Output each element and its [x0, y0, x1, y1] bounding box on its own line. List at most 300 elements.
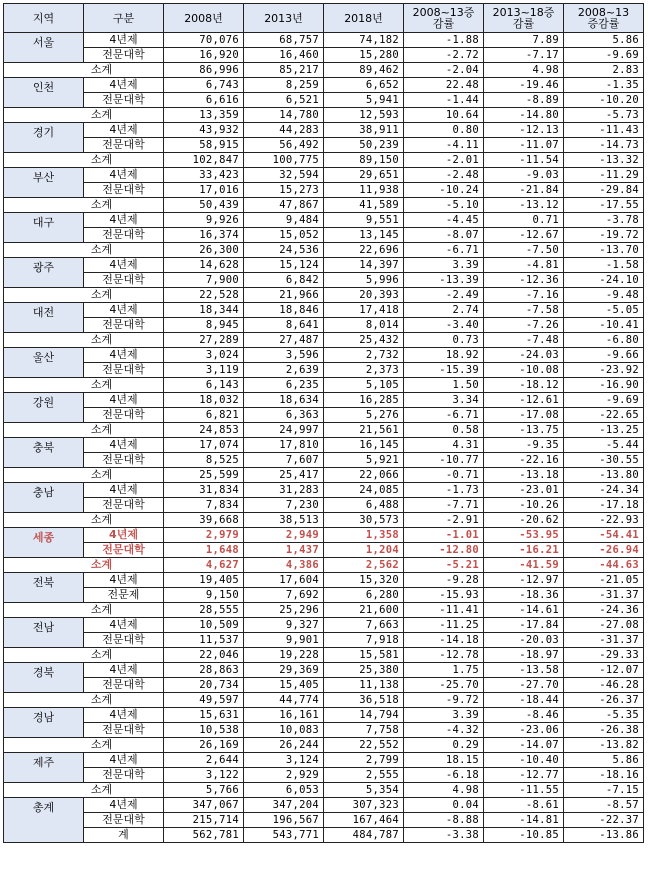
subtotal-label: 소계 [4, 333, 164, 348]
region-cell: 광주 [4, 258, 84, 288]
value-cell: -7.50 [484, 243, 564, 258]
value-cell: 18,032 [164, 393, 244, 408]
table-row [4, 168, 644, 183]
value-cell: 32,594 [244, 168, 324, 183]
type-cell: 4년제 [84, 438, 164, 453]
value-cell: -24.34 [564, 483, 644, 498]
value-cell: 3,596 [244, 348, 324, 363]
value-cell: -11.41 [404, 603, 484, 618]
value-cell: 25,380 [324, 663, 404, 678]
region-cell: 강원 [4, 393, 84, 423]
value-cell: 9,150 [164, 588, 244, 603]
subtotal-label: 소계 [4, 783, 164, 798]
value-cell: -8.61 [484, 798, 564, 813]
table-row [4, 513, 644, 528]
value-cell: -27.70 [484, 678, 564, 693]
table-row [4, 213, 644, 228]
value-cell: -17.18 [564, 498, 644, 513]
value-cell: 28,555 [164, 603, 244, 618]
type-cell: 전문대학 [84, 48, 164, 63]
type-cell: 4년제 [84, 213, 164, 228]
value-cell: -9.69 [564, 48, 644, 63]
value-cell: 11,537 [164, 633, 244, 648]
value-cell: 22,528 [164, 288, 244, 303]
value-cell: 3.39 [404, 708, 484, 723]
value-cell: -1.73 [404, 483, 484, 498]
value-cell: -44.63 [564, 558, 644, 573]
type-cell: 4년제 [84, 663, 164, 678]
type-cell: 전문대학 [84, 633, 164, 648]
value-cell: -18.97 [484, 648, 564, 663]
type-cell: 전문대학 [84, 498, 164, 513]
table-row [4, 363, 644, 378]
value-cell: 6,363 [244, 408, 324, 423]
region-cell: 대전 [4, 303, 84, 333]
table-row [4, 318, 644, 333]
table-row [4, 138, 644, 153]
value-cell: 43,932 [164, 123, 244, 138]
table-row [4, 528, 644, 543]
value-cell: -7.16 [484, 288, 564, 303]
value-cell: 6,652 [324, 78, 404, 93]
value-cell: 3,124 [244, 753, 324, 768]
value-cell: 11,938 [324, 183, 404, 198]
type-cell: 전문대학 [84, 543, 164, 558]
value-cell: -10.77 [404, 453, 484, 468]
value-cell: -14.07 [484, 738, 564, 753]
value-cell: 26,300 [164, 243, 244, 258]
value-cell: 25,432 [324, 333, 404, 348]
value-cell: 27,289 [164, 333, 244, 348]
value-cell: -11.29 [564, 168, 644, 183]
value-cell: 102,847 [164, 153, 244, 168]
subtotal-label: 소계 [4, 513, 164, 528]
type-cell: 4년제 [84, 258, 164, 273]
value-cell: -8.07 [404, 228, 484, 243]
value-cell: -9.35 [484, 438, 564, 453]
value-cell: 27,487 [244, 333, 324, 348]
value-cell: -8.88 [404, 813, 484, 828]
value-cell: -29.33 [564, 648, 644, 663]
region-cell: 충북 [4, 438, 84, 468]
value-cell: 8,525 [164, 453, 244, 468]
value-cell: -9.72 [404, 693, 484, 708]
value-cell: -6.71 [404, 408, 484, 423]
table-body [4, 33, 644, 843]
value-cell: 3.39 [404, 258, 484, 273]
value-cell: 10.64 [404, 108, 484, 123]
value-cell: 39,668 [164, 513, 244, 528]
value-cell: 7,900 [164, 273, 244, 288]
value-cell: 22.48 [404, 78, 484, 93]
value-cell: -8.57 [564, 798, 644, 813]
value-cell: -4.81 [484, 258, 564, 273]
value-cell: 2,732 [324, 348, 404, 363]
value-cell: 3,119 [164, 363, 244, 378]
value-cell: -14.80 [484, 108, 564, 123]
value-cell: -15.93 [404, 588, 484, 603]
region-cell: 부산 [4, 168, 84, 198]
value-cell: 18.15 [404, 753, 484, 768]
value-cell: 50,439 [164, 198, 244, 213]
value-cell: 2,949 [244, 528, 324, 543]
value-cell: -12.61 [484, 393, 564, 408]
value-cell: 8,641 [244, 318, 324, 333]
table-row [4, 693, 644, 708]
value-cell: -7.48 [484, 333, 564, 348]
subtotal-label: 소계 [4, 468, 164, 483]
value-cell: 38,911 [324, 123, 404, 138]
value-cell: 1,358 [324, 528, 404, 543]
value-cell: 38,513 [244, 513, 324, 528]
value-cell: -17.84 [484, 618, 564, 633]
column-header-text: 2008~13 [577, 6, 630, 19]
value-cell: -10.24 [404, 183, 484, 198]
value-cell: -13.58 [484, 663, 564, 678]
value-cell: 14,794 [324, 708, 404, 723]
value-cell: 16,161 [244, 708, 324, 723]
value-cell: 17,810 [244, 438, 324, 453]
type-cell: 4년제 [84, 33, 164, 48]
value-cell: -5.21 [404, 558, 484, 573]
value-cell: 89,462 [324, 63, 404, 78]
table-row [4, 198, 644, 213]
value-cell: 1,204 [324, 543, 404, 558]
value-cell: -8.89 [484, 93, 564, 108]
value-cell: 0.58 [404, 423, 484, 438]
value-cell: -18.16 [564, 768, 644, 783]
value-cell: 17,604 [244, 573, 324, 588]
value-cell: -22.65 [564, 408, 644, 423]
type-cell: 4년제 [84, 798, 164, 813]
value-cell: -13.70 [564, 243, 644, 258]
subtotal-label: 소계 [4, 198, 164, 213]
value-cell: -13.80 [564, 468, 644, 483]
value-cell: 13,145 [324, 228, 404, 243]
value-cell: 44,283 [244, 123, 324, 138]
value-cell: 14,780 [244, 108, 324, 123]
value-cell: 347,067 [164, 798, 244, 813]
value-cell: 7,607 [244, 453, 324, 468]
value-cell: 21,966 [244, 288, 324, 303]
value-cell: 2,562 [324, 558, 404, 573]
table-row [4, 633, 644, 648]
value-cell: 74,182 [324, 33, 404, 48]
value-cell: 5,921 [324, 453, 404, 468]
value-cell: 15,631 [164, 708, 244, 723]
region-cell: 세종 [4, 528, 84, 558]
value-cell: -6.18 [404, 768, 484, 783]
value-cell: 0.80 [404, 123, 484, 138]
value-cell: -3.40 [404, 318, 484, 333]
value-cell: 6,143 [164, 378, 244, 393]
value-cell: 5,941 [324, 93, 404, 108]
value-cell: 562,781 [164, 828, 244, 843]
value-cell: -12.80 [404, 543, 484, 558]
type-cell: 전문대학 [84, 453, 164, 468]
region-cell: 전북 [4, 573, 84, 603]
value-cell: -13.18 [484, 468, 564, 483]
value-cell: 167,464 [324, 813, 404, 828]
value-cell: -54.41 [564, 528, 644, 543]
value-cell: 56,492 [244, 138, 324, 153]
value-cell: -7.71 [404, 498, 484, 513]
value-cell: -14.73 [564, 138, 644, 153]
value-cell: 7,834 [164, 498, 244, 513]
value-cell: -13.25 [564, 423, 644, 438]
type-cell: 전문대학 [84, 723, 164, 738]
column-header [244, 4, 324, 33]
value-cell: -10.26 [484, 498, 564, 513]
value-cell: -13.12 [484, 198, 564, 213]
value-cell: -20.62 [484, 513, 564, 528]
value-cell: -5.10 [404, 198, 484, 213]
value-cell: 14,397 [324, 258, 404, 273]
header-row [4, 4, 644, 33]
value-cell: 6,821 [164, 408, 244, 423]
value-cell: 58,915 [164, 138, 244, 153]
value-cell: 100,775 [244, 153, 324, 168]
type-cell: 전문대학 [84, 768, 164, 783]
value-cell: 4.98 [484, 63, 564, 78]
value-cell: 0.71 [484, 213, 564, 228]
value-cell: 6,743 [164, 78, 244, 93]
value-cell: 70,076 [164, 33, 244, 48]
table-row [4, 63, 644, 78]
value-cell: 5,354 [324, 783, 404, 798]
column-header [564, 4, 644, 33]
value-cell: -4.45 [404, 213, 484, 228]
subtotal-label: 소계 [4, 423, 164, 438]
table-row [4, 393, 644, 408]
type-cell: 4년제 [84, 618, 164, 633]
value-cell: 26,244 [244, 738, 324, 753]
value-cell: -22.37 [564, 813, 644, 828]
value-cell: 9,926 [164, 213, 244, 228]
value-cell: 12,593 [324, 108, 404, 123]
value-cell: 7,230 [244, 498, 324, 513]
table-row [4, 153, 644, 168]
value-cell: 68,757 [244, 33, 324, 48]
value-cell: -5.73 [564, 108, 644, 123]
value-cell: 16,145 [324, 438, 404, 453]
value-cell: -24.03 [484, 348, 564, 363]
type-cell: 4년제 [84, 393, 164, 408]
value-cell: 8,945 [164, 318, 244, 333]
value-cell: -12.36 [484, 273, 564, 288]
column-header-text: 2008~13증 [412, 6, 475, 19]
type-cell: 4년제 [84, 123, 164, 138]
region-cell: 총계 [4, 798, 84, 843]
column-header-text: 2013년 [264, 11, 303, 25]
value-cell: 5,105 [324, 378, 404, 393]
type-cell: 전문대학 [84, 93, 164, 108]
value-cell: -25.70 [404, 678, 484, 693]
subtotal-label: 소계 [4, 693, 164, 708]
value-cell: 7,663 [324, 618, 404, 633]
table-row [4, 33, 644, 48]
table-row [4, 48, 644, 63]
value-cell: -23.06 [484, 723, 564, 738]
value-cell: -14.61 [484, 603, 564, 618]
subtotal-label: 소계 [4, 153, 164, 168]
table-row [4, 183, 644, 198]
subtotal-label: 계 [84, 828, 164, 843]
value-cell: -18.44 [484, 693, 564, 708]
table-row [4, 333, 644, 348]
table-row [4, 588, 644, 603]
value-cell: -29.84 [564, 183, 644, 198]
column-header [324, 4, 404, 33]
value-cell: -0.71 [404, 468, 484, 483]
value-cell: -53.95 [484, 528, 564, 543]
value-cell: 3,122 [164, 768, 244, 783]
value-cell: 8,014 [324, 318, 404, 333]
value-cell: 8,259 [244, 78, 324, 93]
subtotal-label: 소계 [4, 558, 164, 573]
value-cell: 22,696 [324, 243, 404, 258]
value-cell: -41.59 [484, 558, 564, 573]
value-cell: 19,228 [244, 648, 324, 663]
value-cell: -12.13 [484, 123, 564, 138]
type-cell: 4년제 [84, 528, 164, 543]
table-row [4, 123, 644, 138]
value-cell: 6,235 [244, 378, 324, 393]
column-header-text: 구분 [112, 11, 135, 25]
value-cell: 3.34 [404, 393, 484, 408]
column-header [164, 4, 244, 33]
region-cell: 경기 [4, 123, 84, 153]
value-cell: 20,393 [324, 288, 404, 303]
region-cell: 충남 [4, 483, 84, 513]
table-row [4, 438, 644, 453]
value-cell: 6,053 [244, 783, 324, 798]
value-cell: -3.78 [564, 213, 644, 228]
type-cell: 전문대학 [84, 318, 164, 333]
value-cell: -6.71 [404, 243, 484, 258]
value-cell: 5,766 [164, 783, 244, 798]
value-cell: -9.66 [564, 348, 644, 363]
table-row [4, 408, 644, 423]
value-cell: 36,518 [324, 693, 404, 708]
table-row [4, 828, 644, 843]
value-cell: -15.39 [404, 363, 484, 378]
value-cell: -18.36 [484, 588, 564, 603]
value-cell: 24,085 [324, 483, 404, 498]
type-cell: 4년제 [84, 168, 164, 183]
region-cell: 제주 [4, 753, 84, 783]
value-cell: -2.91 [404, 513, 484, 528]
value-cell: 215,714 [164, 813, 244, 828]
value-cell: 2,555 [324, 768, 404, 783]
region-cell: 인천 [4, 78, 84, 108]
value-cell: -14.18 [404, 633, 484, 648]
value-cell: 24,536 [244, 243, 324, 258]
value-cell: -18.12 [484, 378, 564, 393]
value-cell: 1,648 [164, 543, 244, 558]
value-cell: 33,423 [164, 168, 244, 183]
table-row [4, 348, 644, 363]
type-cell: 4년제 [84, 78, 164, 93]
value-cell: 86,996 [164, 63, 244, 78]
value-cell: -17.08 [484, 408, 564, 423]
value-cell: -2.72 [404, 48, 484, 63]
value-cell: 347,204 [244, 798, 324, 813]
value-cell: -1.35 [564, 78, 644, 93]
column-header-text: 지역 [32, 11, 55, 25]
value-cell: 2.74 [404, 303, 484, 318]
value-cell: 15,405 [244, 678, 324, 693]
value-cell: 1,437 [244, 543, 324, 558]
value-cell: -13.32 [564, 153, 644, 168]
table-row [4, 303, 644, 318]
table-row [4, 258, 644, 273]
value-cell: -30.55 [564, 453, 644, 468]
value-cell: 10,083 [244, 723, 324, 738]
value-cell: 2,373 [324, 363, 404, 378]
type-cell: 전문대학 [84, 273, 164, 288]
subtotal-label: 소계 [4, 63, 164, 78]
value-cell: 0.73 [404, 333, 484, 348]
table-row [4, 558, 644, 573]
value-cell: -20.03 [484, 633, 564, 648]
value-cell: -5.35 [564, 708, 644, 723]
value-cell: -11.55 [484, 783, 564, 798]
subtotal-label: 소계 [4, 378, 164, 393]
table-row [4, 663, 644, 678]
value-cell: 22,552 [324, 738, 404, 753]
value-cell: 16,920 [164, 48, 244, 63]
value-cell: 5,996 [324, 273, 404, 288]
table-row [4, 708, 644, 723]
value-cell: 19,405 [164, 573, 244, 588]
value-cell: 26,169 [164, 738, 244, 753]
subtotal-label: 소계 [4, 108, 164, 123]
value-cell: 10,509 [164, 618, 244, 633]
value-cell: 18.92 [404, 348, 484, 363]
value-cell: 18,634 [244, 393, 324, 408]
column-header [484, 4, 564, 33]
table-row [4, 543, 644, 558]
table-row [4, 768, 644, 783]
type-cell: 4년제 [84, 753, 164, 768]
value-cell: -16.21 [484, 543, 564, 558]
value-cell: -13.86 [564, 828, 644, 843]
value-cell: 17,074 [164, 438, 244, 453]
value-cell: 9,327 [244, 618, 324, 633]
value-cell: -26.94 [564, 543, 644, 558]
value-cell: 10,538 [164, 723, 244, 738]
value-cell: -21.84 [484, 183, 564, 198]
region-cell: 울산 [4, 348, 84, 378]
value-cell: 4.98 [404, 783, 484, 798]
value-cell: 25,296 [244, 603, 324, 618]
value-cell: -3.38 [404, 828, 484, 843]
table-header [4, 4, 644, 33]
value-cell: -12.07 [564, 663, 644, 678]
table-row [4, 498, 644, 513]
table-row [4, 723, 644, 738]
value-cell: 31,283 [244, 483, 324, 498]
value-cell: 41,589 [324, 198, 404, 213]
value-cell: -12.78 [404, 648, 484, 663]
value-cell: 47,867 [244, 198, 324, 213]
type-cell: 전문대학 [84, 813, 164, 828]
value-cell: 89,150 [324, 153, 404, 168]
value-cell: 5.86 [564, 33, 644, 48]
type-cell: 4년제 [84, 483, 164, 498]
value-cell: 15,124 [244, 258, 324, 273]
